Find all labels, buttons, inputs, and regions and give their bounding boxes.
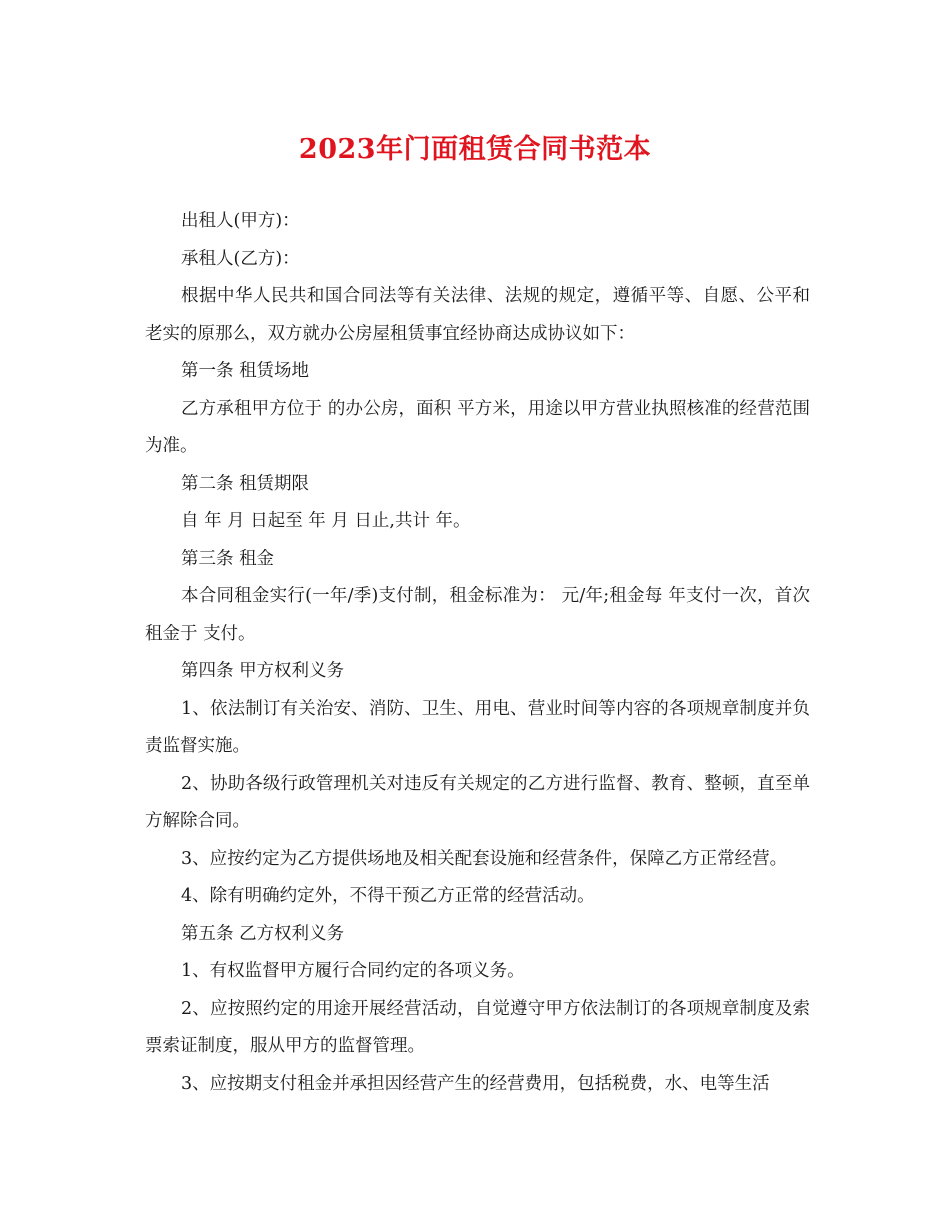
article-4-item-3: 3、应按约定为乙方提供场地及相关配套设施和经营条件，保障乙方正常经营。 xyxy=(181,848,788,869)
article-5-item-3: 3、应按期支付租金并承担因经营产生的经营费用，包括税费，水、电等生活 xyxy=(181,1073,770,1094)
paragraph-lessee: 承租人(乙方)： xyxy=(181,248,300,269)
article-1-heading: 第一条 租赁场地 xyxy=(181,361,310,381)
article-3-text: 本合同租金实行(一年/季)支付制，租金标准为： 元/年;租金每 年支付一次，首次租金于 支付。 xyxy=(145,586,810,644)
article-4-item-2: 2、协助各级行政管理机关对违反有关规定的乙方进行监督、教育、整顿，直至单方解除合同。 xyxy=(145,773,810,831)
article-5-item-2: 2、应按照约定的用途开展经营活动，自觉遵守甲方依法制订的各项规章制度及索票索证制度，服从甲方的监督管理。 xyxy=(145,998,810,1056)
article-4-item-4: 4、除有明确约定外，不得干预乙方正常的经营活动。 xyxy=(181,886,595,906)
article-4-heading: 第四条 甲方权利义务 xyxy=(181,661,345,681)
article-2-text: 自 年 月 日起至 年 月 日止,共计 年。 xyxy=(181,511,471,531)
paragraph-lessor: 出租人(甲方)： xyxy=(181,211,300,231)
document-title: 2023年门面租赁合同书范本 xyxy=(298,134,652,165)
article-1-text: 乙方承租甲方位于 的办公房，面积 平方米，用途以甲方营业执照核准的经营范围为准。 xyxy=(145,398,810,456)
article-5-heading: 第五条 乙方权利义务 xyxy=(181,923,345,944)
article-5-item-1: 1、有权监督甲方履行合同约定的各项义务。 xyxy=(181,961,525,981)
article-3-heading: 第三条 租金 xyxy=(181,548,275,569)
paragraph-preamble: 根据中华人民共和国合同法等有关法律、法规的规定，遵循平等、自愿、公平和老实的原那么，双方就办公房屋租赁事宜经协商达成协议如下： xyxy=(145,286,810,344)
article-2-heading: 第二条 租赁期限 xyxy=(181,473,310,494)
article-4-item-1: 1、依法制订有关治安、消防、卫生、用电、营业时间等内容的各项规章制度并负责监督实施。 xyxy=(145,698,810,756)
document-body xyxy=(145,203,810,1103)
